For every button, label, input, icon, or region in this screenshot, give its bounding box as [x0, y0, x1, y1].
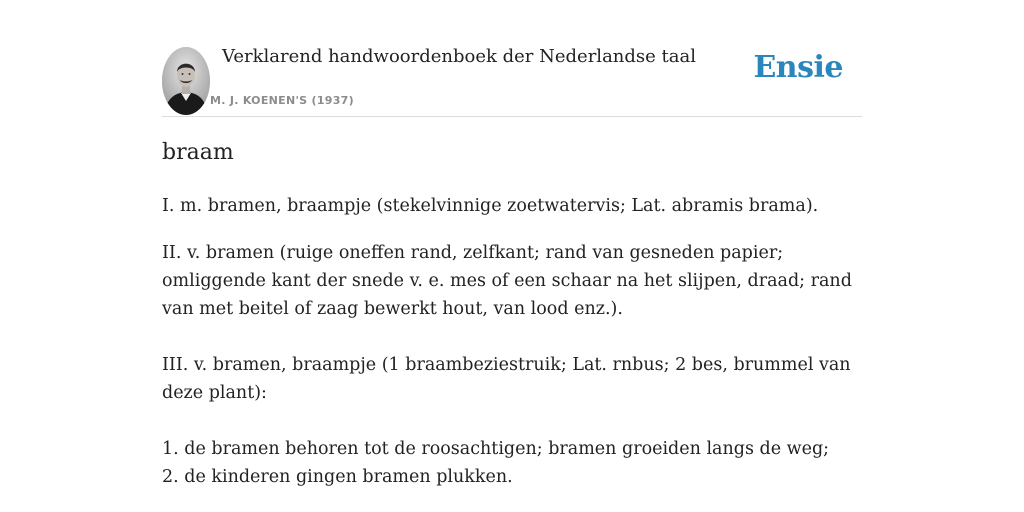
sense-2: II. v. bramen (ruige oneffen rand, zelfkant; rand van gesneden papier; omliggende kant der snede v. e. mes of een schaar na het slijpen, draad; rand van met beitel of zaag bewerkt hout, van lood enz.).: [162, 243, 852, 319]
page: [162, 0, 862, 487]
author-line: M. J. KOENEN'S (1937): [210, 94, 354, 107]
spacer: [162, 323, 862, 351]
author-portrait-icon: [162, 47, 210, 115]
book-title: Verklarend handwoordenboek der Nederlandse taal: [222, 46, 696, 67]
ensie-logo-link[interactable]: Ensie: [753, 50, 843, 85]
example-1: 1. de bramen behoren tot de roosachtigen; bramen groeiden langs de weg;: [162, 439, 830, 459]
example-2: 2. de kinderen gingen bramen plukken.: [162, 467, 513, 487]
entry-body: [162, 192, 862, 491]
spacer: [162, 407, 862, 435]
sense-3: III. v. bramen, braampje (1 braambeziestruik; Lat. rnbus; 2 bes, brummel van deze plant):: [162, 355, 851, 403]
site-header: [162, 0, 862, 117]
entry-headword: braam: [162, 140, 234, 165]
sense-1: I. m. bramen, braampje (stekelvinnige zoetwatervis; Lat. abramis brama).: [162, 196, 819, 216]
